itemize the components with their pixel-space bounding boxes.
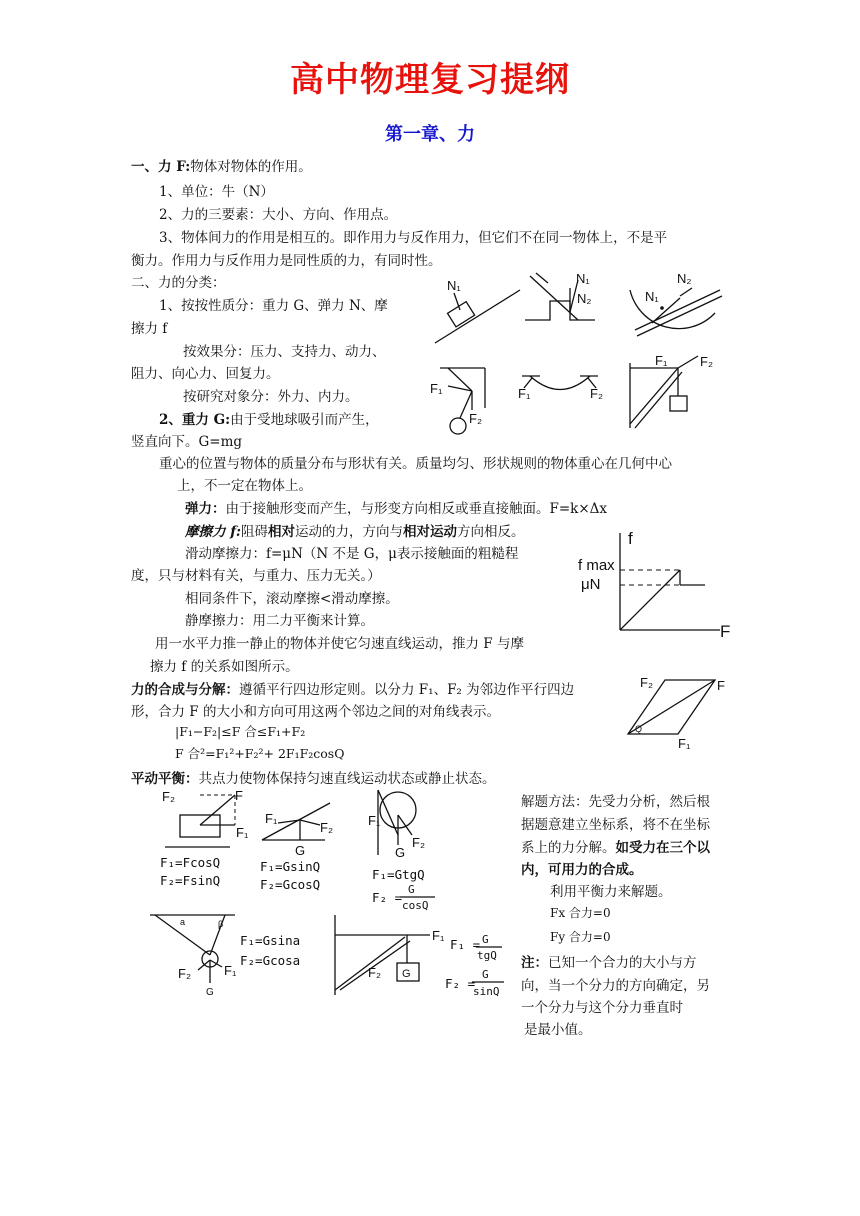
method-line-3b: 如受力在三个以 xyxy=(615,840,710,856)
d3-formula-a: F₁=GtgQ xyxy=(372,867,425,882)
by-nature-2: 擦力 f xyxy=(131,321,168,337)
by-object: 按研究对象分：外力、内力。 xyxy=(183,389,359,405)
force-def-text: 物体对物体的作用。 xyxy=(190,159,312,175)
sliding-line-2: 度，只与材料有关，与重力、压力无关。） xyxy=(131,568,381,584)
composition-text-1: 遵循平行四边形定则。以分力 F₁、F₂ 为邻边作平行四边 xyxy=(239,682,575,698)
graph-axis-F: F xyxy=(720,622,731,641)
d3-g: G xyxy=(395,845,406,860)
para-f: F xyxy=(717,678,725,693)
chapter-heading: 第一章、力 xyxy=(385,124,475,145)
elastic-label: 弹力： xyxy=(185,501,226,517)
equilibrium-diagrams xyxy=(150,785,520,1010)
method-line-3 xyxy=(521,836,710,856)
d3-f2: F₂ xyxy=(412,835,425,850)
d1-formula-a: F₁=FcosQ xyxy=(160,855,221,870)
para-f2: F₂ xyxy=(640,675,653,690)
unit-line: 1、单位：牛（N） xyxy=(159,184,274,200)
d2-formula-a: F₁=GsinQ xyxy=(260,859,321,874)
d5-f1: F₁ xyxy=(432,928,445,943)
classification-heading: 二、力的分类： xyxy=(131,275,226,291)
label-n2-b: N₂ xyxy=(577,291,592,306)
method-line-1: 解题方法：先受力分析，然后根 xyxy=(521,794,710,810)
formula-range: |F₁−F₂|≤F 合≤F₁+F₂ xyxy=(175,724,306,739)
force-definition xyxy=(131,155,312,175)
d4-formula-a: F₁=Gsina xyxy=(240,933,301,948)
d4-f1: F₁ xyxy=(224,963,237,978)
rolling-line: 相同条件下，滚动摩擦<滑动摩擦。 xyxy=(185,591,399,607)
by-effect-2: 阻力、向心力、回复力。 xyxy=(131,366,280,382)
equilibrium-line xyxy=(131,767,496,787)
note-text-1: 已知一个合力的大小与方 xyxy=(548,955,697,971)
d5-formula-b-den: sinQ xyxy=(473,985,500,998)
label-f1-e: F₁ xyxy=(518,386,531,401)
parallelogram-diagram xyxy=(620,672,740,752)
wall-bracket-diagram xyxy=(630,353,713,428)
three-elements-line: 2、力的三要素：大小、方向、作用点。 xyxy=(159,207,398,223)
d5-formula-b-num: G xyxy=(482,968,489,981)
d1-f2: F₂ xyxy=(162,789,175,804)
friction-label: 摩擦力 f: xyxy=(185,524,241,540)
d3-formula-b-num: G xyxy=(408,883,415,896)
d4-g: G xyxy=(206,987,214,998)
bracket-weight-diagram xyxy=(335,915,445,995)
mutual-line-1: 3、物体间力的作用是相互的。即作用力与反作用力，但它们不在同一物体上，不是平 xyxy=(159,230,668,246)
friction-text-c: 运动的力，方向与 xyxy=(295,524,403,540)
box-force-diagram xyxy=(162,788,249,847)
d5-formula-b-lhs: F₂ = xyxy=(445,976,476,991)
static-line: 静摩擦力：用二力平衡来计算。 xyxy=(185,613,374,629)
d2-g: G xyxy=(295,843,306,858)
note-line-1 xyxy=(521,951,697,971)
d2-f2: F₂ xyxy=(320,820,333,835)
d5-f2: F₂ xyxy=(368,965,381,980)
composition-line-2: 形，合力 F 的大小和方向可用这两个邻边之间的对角线表示。 xyxy=(131,704,500,720)
fx-equation: Fx 合力=0 xyxy=(550,906,611,920)
friction-text-b: 相对 xyxy=(268,524,295,540)
block-on-incline-diagram xyxy=(435,278,520,343)
rod-in-box-diagram xyxy=(525,271,595,320)
graph-axis-f: f xyxy=(628,529,633,548)
note-line-2: 向，当一个分力的方向确定，另 xyxy=(521,978,710,994)
d3-formula-b-lhs: F₂ = xyxy=(372,890,403,905)
label-n2-c: N₂ xyxy=(677,271,692,286)
friction-text-d: 相对运动 xyxy=(403,524,457,540)
d2-f1: F₁ xyxy=(265,811,278,826)
sagging-rope-diagram xyxy=(518,376,603,401)
composition-line-1 xyxy=(131,678,574,698)
graph-fmax: f max xyxy=(578,557,615,574)
friction-text-e: 方向相反。 xyxy=(457,524,525,540)
by-effect-1: 按效果分：压力、支持力、动力、 xyxy=(183,344,386,360)
push-line-2: 擦力 f 的关系如图所示。 xyxy=(150,659,299,675)
gravity-line-1 xyxy=(159,408,379,428)
section-heading-force: 一、力 F: xyxy=(131,159,191,175)
para-q: Q xyxy=(635,724,643,734)
method-line-2: 据题意建立坐标系，将不在坐标 xyxy=(521,817,710,833)
d5-g: G xyxy=(402,968,411,980)
label-n1-b: N₁ xyxy=(576,271,590,286)
para-f1: F₁ xyxy=(678,736,691,751)
label-n1: N₁ xyxy=(447,278,461,293)
d3-formula-b-den: cosQ xyxy=(402,899,429,912)
friction-graph xyxy=(575,525,740,645)
note-line-4: 是最小值。 xyxy=(524,1022,592,1038)
mutual-line-2: 衡力。作用力与反作用力是同性质的力，有同时性。 xyxy=(131,253,442,269)
gravity-text: 由于受地球吸引而产生， xyxy=(230,412,379,428)
d4-formula-b: F₂=Gcosa xyxy=(240,953,301,968)
equilibrium-label: 平动平衡： xyxy=(131,771,199,787)
page-title: 高中物理复习提纲 xyxy=(290,60,570,100)
label-f1-d: F₁ xyxy=(430,381,443,396)
composition-label: 力的合成与分解： xyxy=(131,682,239,698)
d4-f2: F₂ xyxy=(178,966,191,981)
gravity-label: 2、重力 G: xyxy=(159,412,231,428)
d1-formula-b: F₂=FsinQ xyxy=(160,873,221,888)
fy-equation: Fy 合力=0 xyxy=(550,930,611,944)
d2-formula-b: F₂=GcosQ xyxy=(260,877,321,892)
push-line-1: 用一水平力推一静止的物体并使它匀速直线运动，推力 F 与摩 xyxy=(155,636,524,652)
center-line-1: 重心的位置与物体的质量分布与形状有关。质量均匀、形状规则的物体重心在几何中心 xyxy=(159,456,672,472)
by-nature-1: 1、按按性质分：重力 G、弹力 N、摩 xyxy=(159,298,388,314)
two-rope-hanging-diagram xyxy=(150,915,237,998)
d1-f1: F₁ xyxy=(236,825,249,840)
force-diagrams-panel xyxy=(430,268,740,438)
d1-f: F xyxy=(235,788,243,803)
label-f2-f: F₂ xyxy=(700,354,713,369)
graph-un: μN xyxy=(581,576,601,593)
ball-on-wall-diagram xyxy=(368,790,425,860)
note-label: 注： xyxy=(521,955,548,971)
hanging-ball-diagram xyxy=(430,368,485,434)
d5-formula-a-den: tgQ xyxy=(477,949,497,962)
d4-b: β xyxy=(218,919,224,929)
method-line-4: 内，可用力的合成。 xyxy=(521,862,643,878)
d5-formula-a-num: G xyxy=(482,933,489,946)
d3-f1: F₁ xyxy=(368,813,381,828)
d4-a: a xyxy=(180,917,186,927)
friction-text-a: 阻碍 xyxy=(241,524,268,540)
center-line-2: 上，不一定在物体上。 xyxy=(177,478,312,494)
label-f2-e: F₂ xyxy=(590,386,603,401)
rod-in-bowl-diagram xyxy=(630,271,722,336)
d5-formula-a-lhs: F₁ = xyxy=(450,937,481,952)
friction-line xyxy=(185,520,525,540)
label-f2-d: F₂ xyxy=(469,411,482,426)
formula-cosine: F 合²=F₁²+F₂²+ 2F₁F₂cosQ xyxy=(175,746,345,761)
elastic-text: 由于接触形变而产生，与形变方向相反或垂直接触面。F=k×Δx xyxy=(225,501,608,517)
label-f1-f: F₁ xyxy=(655,353,668,368)
gravity-line-2: 竖直向下。G=mg xyxy=(131,434,243,450)
incline-decomposition-diagram xyxy=(262,803,333,858)
method-line-5: 利用平衡力来解题。 xyxy=(550,884,672,900)
elastic-line xyxy=(185,497,607,517)
sliding-line-1: 滑动摩擦力：f=μN（N 不是 G，μ表示接触面的粗糙程 xyxy=(185,546,519,562)
note-line-3: 一个分力与这个分力垂直时 xyxy=(521,1000,683,1016)
label-n1-c: N₁ xyxy=(645,289,659,304)
method-line-3a: 系上的力分解。 xyxy=(521,840,616,856)
equilibrium-text: 共点力使物体保持匀速直线运动状态或静止状态。 xyxy=(198,771,496,787)
